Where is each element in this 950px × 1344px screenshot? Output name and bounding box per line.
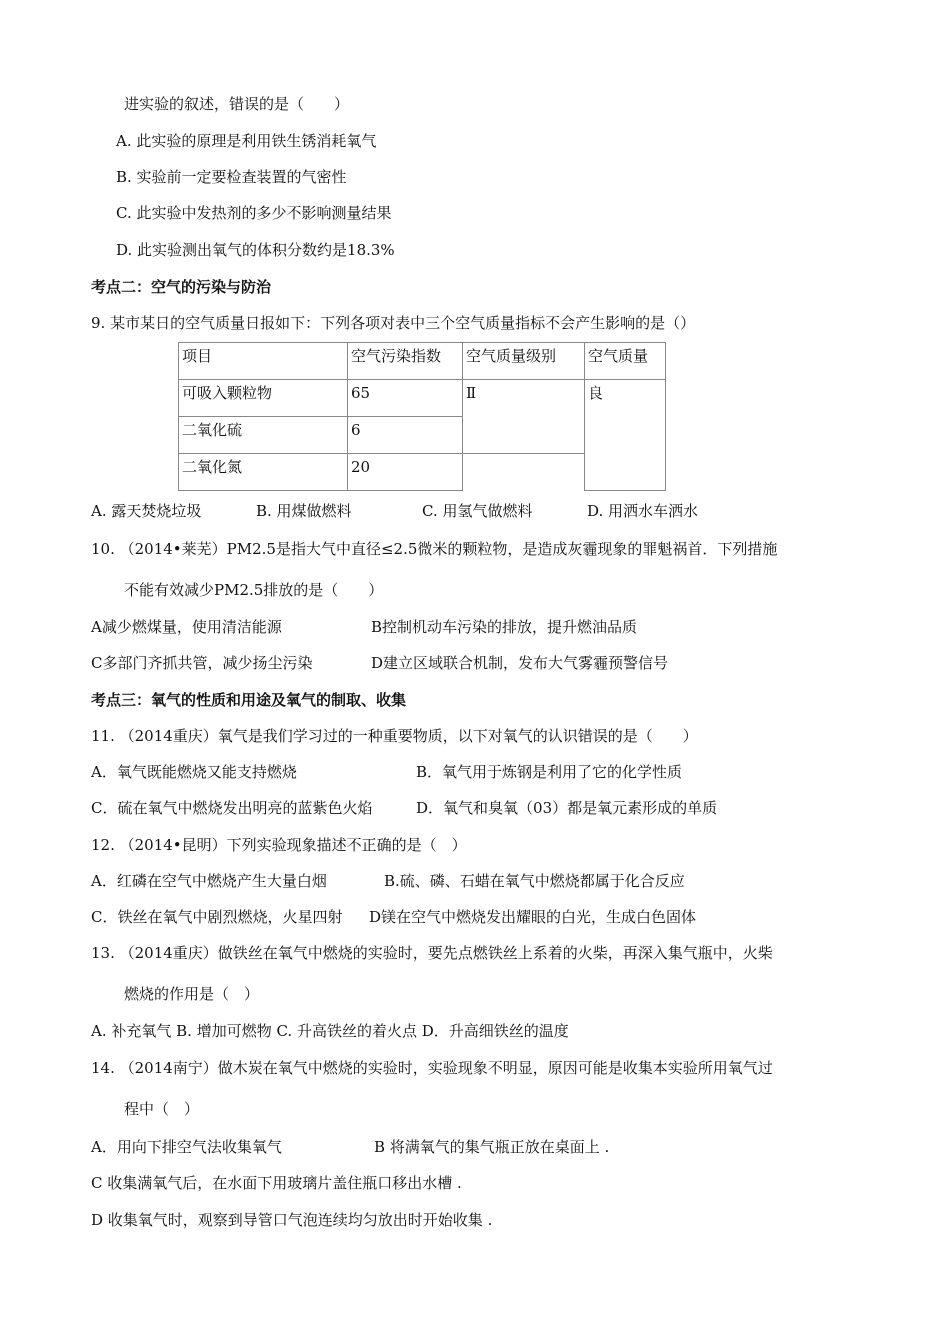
q11-option-a: A．氧气既能燃烧又能支持燃烧 <box>91 763 297 781</box>
q8-option-c: C. 此实验中发热剂的多少不影响测量结果 <box>116 204 392 222</box>
q9-option-a: A. 露天焚烧垃圾 <box>91 502 202 520</box>
q8-stem-continued: 进实验的叙述，错误的是（ ） <box>124 95 350 113</box>
section3-heading: 考点三：氧气的性质和用途及氧气的制取、收集 <box>91 691 407 709</box>
table-cell: Ⅱ <box>463 380 585 454</box>
q9-option-b: B. 用煤做燃料 <box>256 502 352 520</box>
q9-option-d: D. 用洒水车洒水 <box>587 502 699 520</box>
q11-option-c: C．硫在氧气中燃烧发出明亮的蓝紫色火焰 <box>91 799 373 817</box>
table-header-cell: 空气质量级别 <box>463 343 585 380</box>
table-cell: 65 <box>348 380 463 417</box>
q10-option-d: D建立区域联合机制，发布大气雾霾预警信号 <box>371 654 669 672</box>
table-cell: 可吸入颗粒物 <box>179 380 348 417</box>
table-cell: 良 <box>585 380 666 491</box>
q9-option-c: C. 用氢气做燃料 <box>422 502 533 520</box>
q14-option-d: D 收集氧气时，观察到导管口气泡连续均匀放出时开始收集 . <box>91 1211 493 1229</box>
q9-stem: 9. 某市某日的空气质量日报如下：下列各项对表中三个空气质量指标不会产生影响的是（） <box>91 314 696 332</box>
q12-option-c: C．铁丝在氧气中剧烈燃烧，火星四射 <box>91 908 343 926</box>
q11-stem: 11. （2014重庆）氧气是我们学习过的一种重要物质，以下对氧气的认识错误的是（ ） <box>91 727 698 745</box>
table-header-row <box>179 343 666 380</box>
table-row <box>179 380 666 417</box>
q11-option-d: D．氧气和臭氧（03）都是氧元素形成的单质 <box>416 799 718 817</box>
q14-option-c: C 收集满氧气后，在水面下用玻璃片盖住瓶口移出水槽 . <box>91 1174 462 1192</box>
q14-option-b: B 将满氧气的集气瓶正放在桌面上 . <box>374 1138 610 1156</box>
q10-option-c: C多部门齐抓共管，减少扬尘污染 <box>91 654 313 672</box>
table-cell: 20 <box>348 454 463 491</box>
table-cell: 二氧化硫 <box>179 417 348 454</box>
table-cell: 6 <box>348 417 463 454</box>
q10-stem-line1: 10. （2014•莱芜）PM2.5是指大气中直径≤2.5微米的颗粒物，是造成灰霾现象的罪魁祸首．下列措施 <box>91 540 778 558</box>
q8-option-a: A. 此实验的原理是利用铁生锈消耗氧气 <box>116 132 377 150</box>
q12-option-d: D镁在空气中燃烧发出耀眼的白光，生成白色固体 <box>369 908 697 926</box>
q12-option-b: B.硫、磷、石蜡在氧气中燃烧都属于化合反应 <box>384 872 685 890</box>
table-cell: 二氧化氮 <box>179 454 348 491</box>
table-cell-empty <box>463 454 585 491</box>
q13-options: A. 补充氧气 B. 增加可燃物 C. 升高铁丝的着火点 D．升高细铁丝的温度 <box>91 1022 569 1040</box>
q14-stem-line1: 14. （2014南宁）做木炭在氧气中燃烧的实验时，实验现象不明显，原因可能是收集本实验所用氧气过 <box>91 1059 773 1077</box>
q10-stem-line2: 不能有效减少PM2.5排放的是（ ） <box>124 581 384 599</box>
q11-option-b: B．氧气用于炼钢是利用了它的化学性质 <box>416 763 683 781</box>
q14-stem-line2: 程中（ ） <box>124 1100 200 1118</box>
q12-option-a: A．红磷在空气中燃烧产生大量白烟 <box>91 872 327 890</box>
table-header-cell: 空气污染指数 <box>348 343 463 380</box>
q14-option-a: A．用向下排空气法收集氧气 <box>91 1138 282 1156</box>
q13-stem-line1: 13. （2014重庆）做铁丝在氧气中燃烧的实验时，要先点燃铁丝上系着的火柴，再深入集气瓶中，火柴 <box>91 944 773 962</box>
table-header-cell: 项目 <box>179 343 348 380</box>
section2-heading: 考点二：空气的污染与防治 <box>91 278 272 296</box>
q10-option-b: B控制机动车污染的排放，提升燃油品质 <box>371 618 638 636</box>
q12-stem: 12. （2014•昆明）下列实验现象描述不正确的是（ ） <box>91 836 467 854</box>
air-quality-table <box>178 342 666 491</box>
q13-stem-line2: 燃烧的作用是（ ） <box>124 985 260 1003</box>
table-header-cell: 空气质量 <box>585 343 666 380</box>
q10-option-a: A减少燃煤量，使用清洁能源 <box>91 618 282 636</box>
q8-option-b: B. 实验前一定要检查装置的气密性 <box>116 168 347 186</box>
q8-option-d: D. 此实验测出氧气的体积分数约是18.3% <box>116 241 395 259</box>
